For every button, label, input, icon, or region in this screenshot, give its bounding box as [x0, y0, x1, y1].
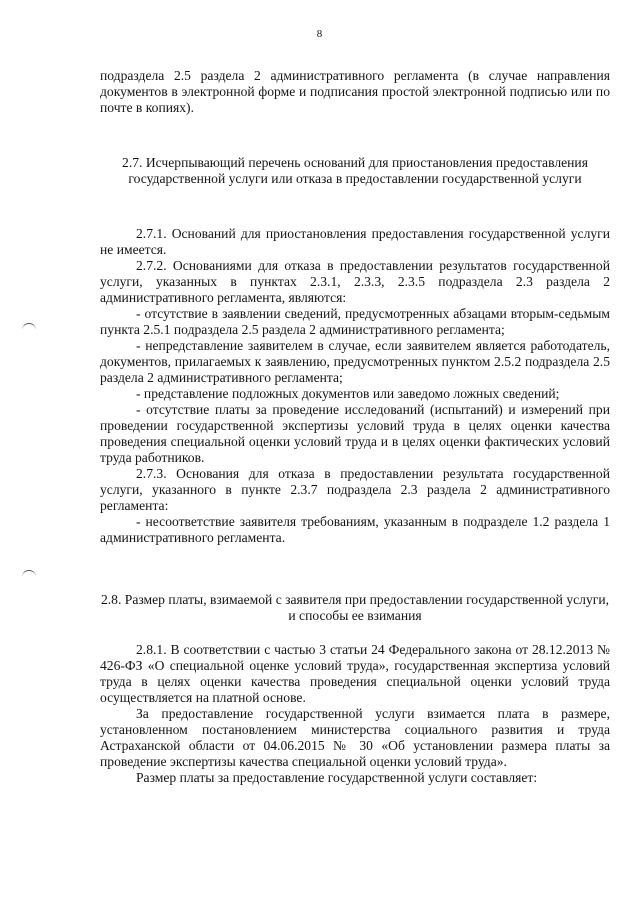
section-heading: 2.8. Размер платы, взимаемой с заявителя при предоставлении государственной услуги, и способы ее взимания — [100, 592, 610, 623]
paragraph: 2.7.2. Основаниями для отказа в предоставлении результатов государственной услуги, указанных в пунктах 2.3.1, 2.3.3, 2.3.5 подраздела 2.3 раздела 2 административного регламента, являются: — [100, 258, 610, 305]
section-heading-2-8 — [100, 592, 610, 624]
continuation-paragraph — [100, 68, 610, 116]
page-number: 8 — [316, 28, 323, 40]
list-item: - несоответствие заявителя требованиям, указанным в подразделе 1.2 раздела 1 административного регламента. — [100, 514, 610, 545]
section-heading-2-7 — [100, 155, 610, 187]
section-2-8-body — [100, 642, 610, 786]
list-item: - представление подложных документов или заведомо ложных сведений; — [136, 386, 560, 401]
margin-mark — [22, 323, 36, 330]
paragraph: 2.7.1. Оснований для приостановления предоставления государственной услуги не имеется. — [100, 226, 610, 257]
list-item: - отсутствие в заявлении сведений, предусмотренных абзацами вторым-седьмым пункта 2.5.1 подраздела 2.5 раздела 2 административного регламента; — [100, 306, 610, 337]
paragraph: подраздела 2.5 раздела 2 административного регламента (в случае направления документов в электронной форме и подписания простой электронной подписью или по почте в копиях). — [100, 68, 610, 115]
margin-mark — [22, 570, 36, 577]
list-item: - отсутствие платы за проведение исследований (испытаний) и измерений при проведении государственной экспертизы условий труда в целях оценки качества проведения специальной оценки условий труда и в целях оценки фактических условий труда работников. — [100, 402, 610, 465]
section-heading: 2.7. Исчерпывающий перечень оснований для приостановления предоставления государственной услуги или отказа в предоставлении государственной услуги — [122, 155, 588, 186]
paragraph: Размер платы за предоставление государственной услуги составляет: — [136, 770, 538, 785]
paragraph: 2.8.1. В соответствии с частью 3 статьи 24 Федерального закона от 28.12.2013 № 426-ФЗ «О специальной оценке условий труда», государственная экспертиза условий труда в целях оценки качества проведения специальной оценки условий труда осуществляется на платной основе. — [100, 642, 610, 705]
section-2-7-body — [100, 226, 610, 546]
paragraph: 2.7.3. Основания для отказа в предоставлении результата государственной услуги, указанного в пункте 2.3.7 подраздела 2.3 раздела 2 административного регламента: — [100, 466, 610, 513]
paragraph: За предоставление государственной услуги взимается плата в размере, установленном постановлением министерства социального развития и труда Астраханской области от 04.06.2015 № 30 «Об установлении размера платы за проведение экспертизы качества специальной оценки условий труда». — [100, 706, 610, 769]
list-item: - непредставление заявителем в случае, если заявителем является работодатель, документов, прилагаемых к заявлению, предусмотренных пунктом 2.5.2 подраздела 2.5 раздела 2 административного регламента; — [100, 338, 610, 385]
